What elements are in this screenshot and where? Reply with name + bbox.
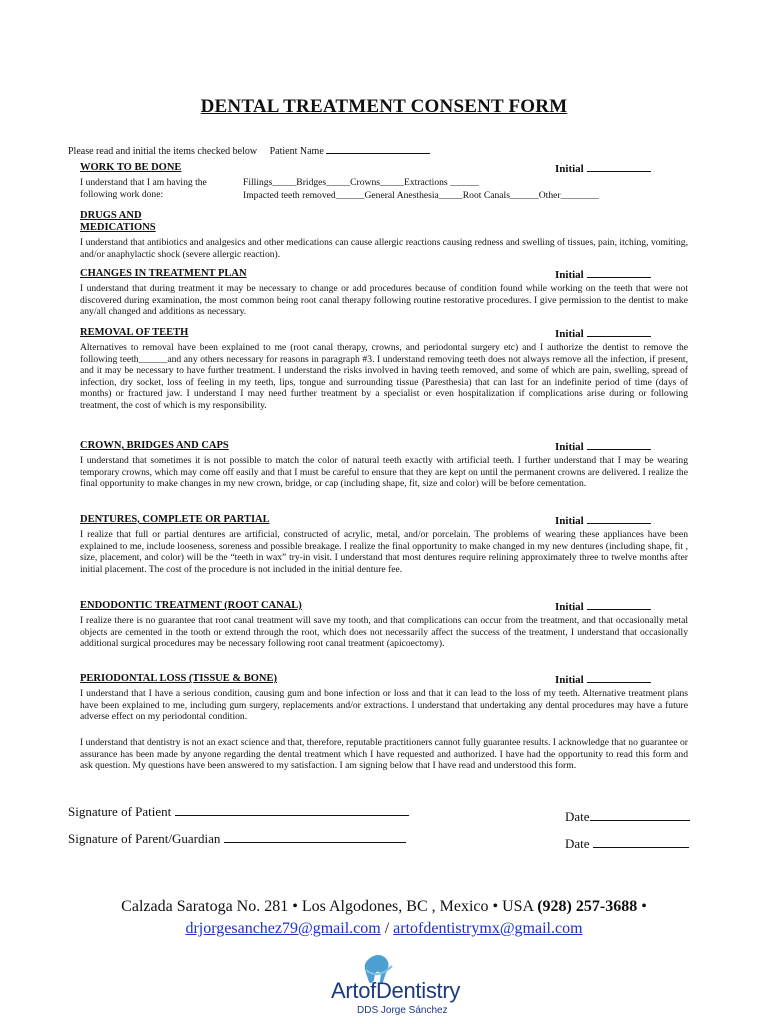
section-heading-crowns: CROWN, BRIDGES AND CAPS xyxy=(80,440,229,451)
initial-work[interactable] xyxy=(555,162,651,175)
intro-text: Please read and initial the items checked below xyxy=(68,146,258,157)
initial-field[interactable] xyxy=(587,162,651,172)
logo-subtitle: DDS Jorge Sánchez xyxy=(357,1005,448,1016)
signature-patient-row xyxy=(68,803,409,820)
patient-name-label: Patient Name xyxy=(269,146,324,157)
work-left-text: I understand that I am having the following work done: xyxy=(80,177,207,200)
initial-label: Initial xyxy=(555,515,584,527)
footer-address xyxy=(0,898,768,916)
initial-field[interactable] xyxy=(587,673,651,683)
date-row-1 xyxy=(565,808,690,825)
section-heading-removal: REMOVAL OF TEETH xyxy=(80,327,189,338)
section-heading-endodontic: ENDODONTIC TREATMENT (ROOT CANAL) xyxy=(80,600,302,611)
section-heading-drugs: DRUGS AND MEDICATIONS xyxy=(80,210,156,233)
footer-emails xyxy=(0,920,768,938)
initial-crowns[interactable] xyxy=(555,440,651,453)
initial-endodontic[interactable] xyxy=(555,600,651,613)
initial-field[interactable] xyxy=(587,327,651,337)
initial-label: Initial xyxy=(555,163,584,175)
date-field-1[interactable] xyxy=(590,808,690,821)
address-text: Calzada Saratoga No. 281 • Los Algodones, BC , Mexico • USA xyxy=(121,898,534,915)
initial-dentures[interactable] xyxy=(555,514,651,527)
signature-guardian-row xyxy=(68,830,406,847)
date-row-2 xyxy=(565,835,689,852)
initial-label: Initial xyxy=(555,269,584,281)
closing-statement: I understand that dentistry is not an exact science and that, therefore, reputable practitioners cannot fully guarantee results. I acknowledge that no guarantee or assurance has been made by anyone regarding the dental treatment which I have requested and authorized. I have had the opportunity to read this form and ask question. My questions have been answered to my satisfaction. I am signing below that I have read and understood this form. xyxy=(80,737,688,771)
work-options-line-2[interactable]: Impacted teeth removed______General Anesthesia_____Root Canals______Other________ xyxy=(243,189,599,201)
initial-field[interactable] xyxy=(587,514,651,524)
section-heading-changes: CHANGES IN TREATMENT PLAN xyxy=(80,268,247,279)
date-field-2[interactable] xyxy=(593,835,689,848)
initial-changes[interactable] xyxy=(555,268,651,281)
section-heading-work: WORK TO BE DONE xyxy=(80,162,182,173)
section-text-dentures: I realize that full or partial dentures are artificial, constructed of acrylic, metal, and/or porcelain. The problems of wearing these appliances have been explained to me, include looseness, soreness and possible breakage. I realize the final opportunity to make changed in my new dentures (including shape, fit , size, placement, and color) will be the “teeth in wax” try-in visit. I understand that most dentures require relining approximately three to twelve months after initial placement. The cost of the procedure is not included in the initial denture fee. xyxy=(80,529,688,575)
initial-label: Initial xyxy=(555,441,584,453)
initial-label: Initial xyxy=(555,601,584,613)
section-text-removal: Alternatives to removal have been explained to me (root canal therapy, crowns, and periodontal surgery etc) and I authorize the dentist to remove the following teeth______and any others necessary for reasons in paragraph #3. I understand removing teeth does not always remove all the infection, if present, and it may be necessary to have further treatment. I understand the risks involved in having teeth removed, and some of which are pain, swelling, spread of infection, dry socket, loss of feeling in my teeth, lips, tongue and surrounding tissue (Paresthesia) that can last for an indefinite period of time (days of months) or fractured jaw. I understand I may need further treatment by a specialist or even hospitalization if complications arise during or following treatment, the cost of which is my responsibility. xyxy=(80,342,688,411)
signature-patient-label: Signature of Patient xyxy=(68,804,172,819)
email-link-1[interactable]: drjorgesanchez79@gmail.com xyxy=(185,920,381,937)
section-text-crowns: I understand that sometimes it is not possible to match the color of natural teeth exactly with artificial teeth. I further understand that I may be wearing temporary crowns, which may come off easily and that I must be careful to ensure that they are kept on until the permanent crowns are delivered. I realize the final opportunity to make changes in my new crown, bridge, or cap (including shape, fit, size and color) will be before cementation. xyxy=(80,455,688,489)
section-heading-dentures: DENTURES, COMPLETE OR PARTIAL xyxy=(80,514,270,525)
signature-guardian-field[interactable] xyxy=(224,830,406,843)
section-text-drugs: I understand that antibiotics and analgesics and other medications can cause allergic reactions causing redness and swelling of tissues, pain, itching, vomiting, and/or anaphylactic shock (severe allergic reaction). xyxy=(80,237,688,260)
initial-field[interactable] xyxy=(587,268,651,278)
work-options-line-1[interactable]: Fillings_____Bridges_____Crowns_____Extractions ______ xyxy=(243,177,479,188)
section-text-changes: I understand that during treatment it may be necessary to change or add procedures because of condition found while working on the teeth that were not discovered during examination, the most common being root canal therapy following routine restorative procedures. I give permission to the dentist to make any/all changed and additions as necessary. xyxy=(80,283,688,317)
intro-line xyxy=(68,144,430,157)
date-label: Date xyxy=(565,809,590,824)
date-label: Date xyxy=(565,836,590,851)
initial-removal[interactable] xyxy=(555,327,651,340)
logo-name: ArtofDentistry xyxy=(331,978,461,1003)
initial-periodontal[interactable] xyxy=(555,673,651,686)
work-options xyxy=(243,177,599,202)
section-heading-periodontal: PERIODONTAL LOSS (TISSUE & BONE) xyxy=(80,673,278,684)
email-separator: / xyxy=(384,920,390,937)
signature-guardian-label: Signature of Parent/Guardian xyxy=(68,831,221,846)
phone-number: (928) 257-3688 xyxy=(537,898,638,915)
form-title: DENTAL TREATMENT CONSENT FORM xyxy=(200,96,568,117)
footer-bullet: • xyxy=(641,898,647,915)
section-text-endodontic: I realize there is no guarantee that root canal treatment will save my tooth, and that complications can occur from the treatment, and that occasionally metal objects are cemented in the tooth or extend through the root, which does not necessarily affect the success of the treatment, I understand that occasionally additional surgical procedures may be necessary following root canal treatment (apicoectomy). xyxy=(80,615,688,649)
signature-patient-field[interactable] xyxy=(175,803,409,816)
email-link-2[interactable]: artofdentistrymx@gmail.com xyxy=(393,920,583,937)
initial-label: Initial xyxy=(555,674,584,686)
initial-field[interactable] xyxy=(587,440,651,450)
patient-name-field[interactable] xyxy=(326,144,430,154)
initial-label: Initial xyxy=(555,328,584,340)
initial-field[interactable] xyxy=(587,600,651,610)
section-text-periodontal: I understand that I have a serious condition, causing gum and bone infection or loss and that it can lead to the loss of my teeth. Alternative treatment plans have been explained to me, including gum surgery, replacements and/or extractions. I understand that undertaking any dental procedures may have a future adverse effect on my periodontal condition. xyxy=(80,688,688,722)
